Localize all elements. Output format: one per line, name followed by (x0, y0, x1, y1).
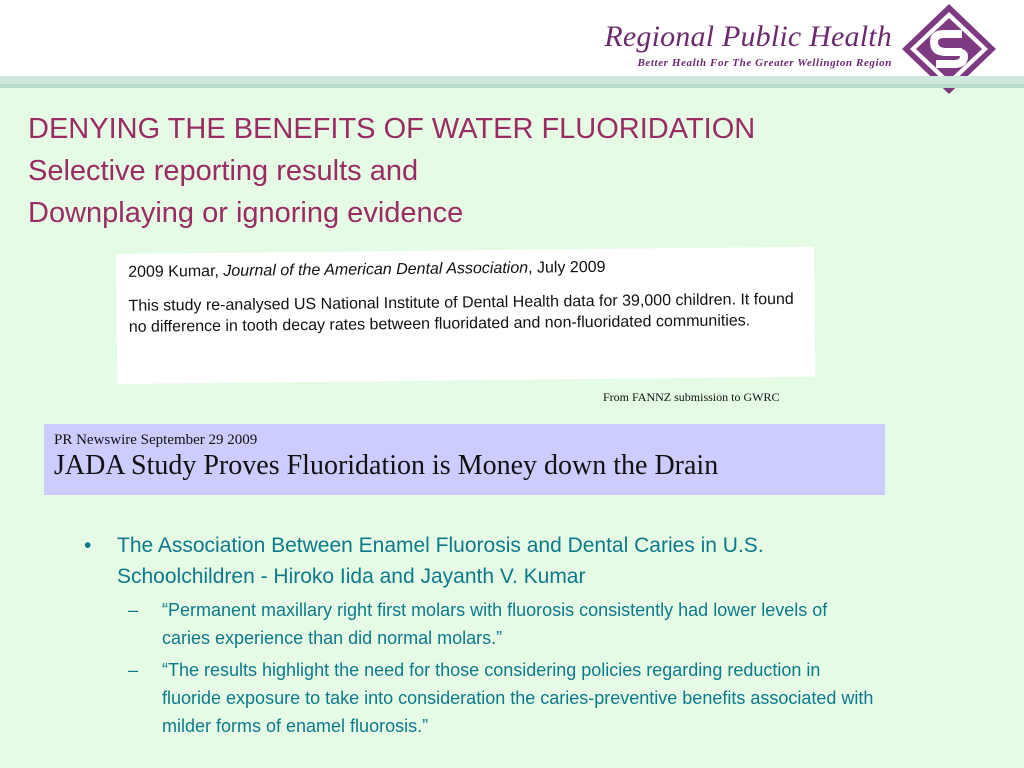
clipping-journal: Journal of the American Dental Association (223, 259, 529, 280)
header-divider-line (0, 84, 1024, 88)
sub-bullet-item (80, 656, 880, 740)
brand-tagline: Better Health For The Greater Wellington Region (637, 57, 892, 69)
dash-mark: – (128, 660, 139, 680)
clipping-citation (128, 257, 802, 282)
bullet-item (80, 530, 880, 592)
newspaper-clipping (116, 247, 815, 384)
header-bar (0, 0, 1024, 76)
sub-bullet-item (80, 596, 880, 652)
bullet-mark: • (84, 534, 92, 557)
clipping-author-year: 2009 Kumar, (128, 262, 224, 281)
sub-bullet-text-1: “Permanent maxillary right first molars with fluorosis consistently had lower levels of caries experience than did normal molars.” (162, 600, 828, 648)
clipping-date: , July 2009 (528, 258, 606, 277)
dash-mark: – (128, 600, 139, 620)
brand-name: Regional Public Health (604, 20, 892, 53)
press-release-box (44, 424, 885, 495)
press-release-headline: JADA Study Proves Fluoridation is Money down the Drain (54, 450, 719, 481)
bullet-text: The Association Between Enamel Fluorosis and Dental Caries in U.S. Schoolchildren - Hiroko Iida and Jayanth V. Kumar (117, 534, 764, 588)
press-release-date: PR Newswire September 29 2009 (54, 432, 258, 448)
title-line-1: DENYING THE BENEFITS OF WATER FLUORIDATION (28, 113, 756, 145)
sub-bullet-text-2: “The results highlight the need for those considering policies regarding reduction in fluoride exposure to take into consideration the caries-preventive benefits associated with milder forms of enamel fluorosis.” (162, 660, 874, 736)
slide-title (28, 108, 755, 234)
title-line-3: Downplaying or ignoring evidence (28, 197, 464, 229)
source-note: From FANNZ submission to GWRC (603, 390, 780, 404)
bullet-list (80, 530, 880, 740)
clipping-body: This study re-analysed US National Institute of Dental Health data for 39,000 children. It found no difference in tooth decay rates between fluoridated and non-fluoridated communities. (128, 290, 794, 336)
title-line-2: Selective reporting results and (28, 155, 419, 187)
